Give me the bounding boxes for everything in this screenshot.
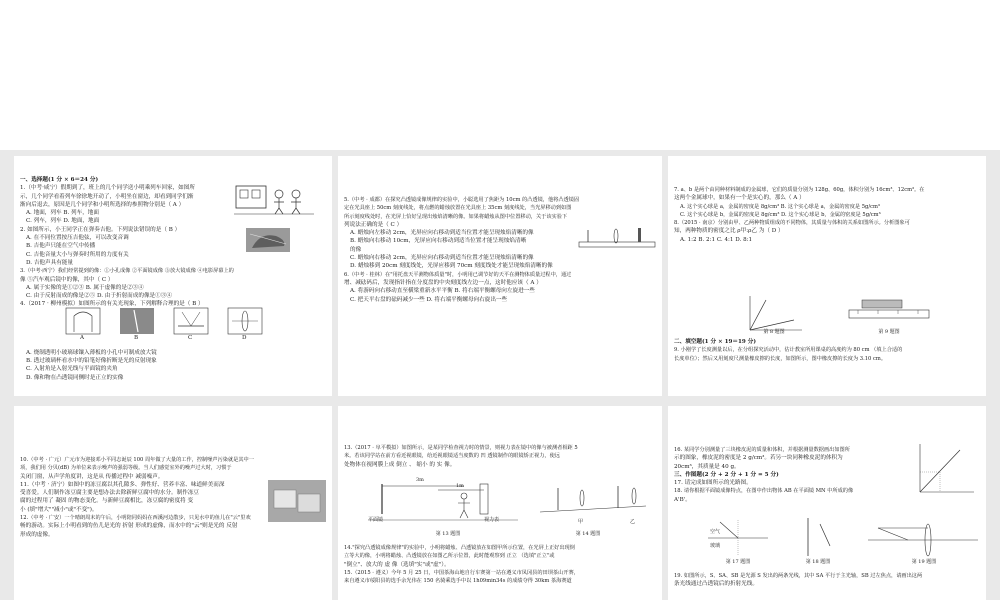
section-title: 三、作图题(2 分 + 2 分 + 1 分 = 5 分) (674, 471, 779, 478)
option-line: 的像 (350, 246, 362, 253)
question-line: 腐的过程用了 凝固 的物态变化。与新鲜豆腐相比，冻豆腐的密度将 变 (20, 498, 194, 505)
question-line: 来自遵义市绥阳县的选手余光伟在 150 名骑乘选手中以 1h09min34s 的成绩夺得 30km 茶海赛道 (344, 578, 572, 585)
option-line: C. 蜡烛向右移动 2cm，光屏应向右移动到适当位置才能呈现烛焰清晰的像 (350, 255, 534, 262)
chart-label: 视力表 (484, 517, 500, 523)
question-line: 14."探究凸透镜成像规律"的实验中，小明将蜡烛、凸透镜放在如图甲所示位置，在光屏上正好出现倒 (344, 545, 575, 551)
question-line: 7. a、b 是两个由同种材料制成的金属球，它们的质量分别为 128g、60g，体积分别为 16cm³、12cm³。在 (674, 187, 925, 193)
figure-caption: 第 19 题图 (911, 559, 937, 565)
question-line: 条光线通过凸透镜后的折射光线。 (674, 581, 758, 588)
convex-lens-figure (868, 518, 978, 558)
question-line: 4.（2017 · 柳州模拟）如图所示的有关光现象，下列解释合理的是（ B ） (20, 301, 204, 308)
question-line: 17. 请完成如图所示的光路图。 (674, 480, 752, 487)
question-line: 增、减砝码后，发现指针指在分度盘的中央刻度线左边一点，这时他应该（ A ） (344, 279, 542, 286)
top-blank-area (0, 0, 1000, 150)
option-line: C. 这个实心球是 b，金属的密度是 8g/cm³ D. 这个实心球是 b，金属的密度是 5g/cm³ (680, 211, 881, 218)
page-panel-3 (668, 156, 986, 396)
figure-label-b: B (134, 335, 139, 341)
question-line: 畅的游动。实际上小明看到的鱼儿是光的 折射 形成的虚像，而水中的"云"则是光的 反射 (20, 523, 238, 530)
figure-label-a: A (80, 335, 85, 341)
clay-density-graph (912, 442, 976, 498)
question-line: 1.（中考·咸宁）假期到了，班上的几个同学送小明乘列车回家，如图所 (20, 185, 195, 192)
page-panel-1 (14, 156, 332, 396)
figure-caption: 第 14 题图 (575, 531, 601, 537)
mirror-ab-figure (798, 516, 838, 558)
medium-label: 玻璃 (710, 543, 721, 549)
question-line: 知，两种物质的密度之比 ρ甲:ρ乙 为（ D ） (674, 228, 784, 235)
ruler-figure (848, 298, 930, 322)
figure-caption: 第 18 题图 (805, 559, 831, 565)
question-line: 示，几个同学看着列车徐徐地开动了，小明坐在窗边，却看到同学们渐 (20, 193, 194, 200)
question-line: 项，我们用 分贝(dB) 为单位来表示噪声的强弱等级。当人们感觉室外的噪声过大时，习惯于 (20, 465, 232, 472)
question-line: 米。若该同学站在前方看近视眼镜，给近视眼镜适当度数的 凹 透镜制作的眼镜矫正视力，使远 (344, 453, 560, 460)
figure-label-c: C (188, 335, 193, 341)
question-line: 定在光具座上 50cm 刻度线处，将点燃的蜡烛放置在光具座上 35cm 刻度线处，当光屏移动到如图 (344, 205, 572, 212)
page-panel-5 (338, 406, 662, 600)
question-line: 长度单位）；然后又用刻度尺测量橡皮擦的长度，如图所示，图中橡皮擦的长度为 3.10 cm。 (674, 355, 887, 362)
question-line: 20cm³，其质量是 40 g。 (674, 463, 740, 470)
distance-label: 3m (416, 477, 424, 483)
optics-figure-row (64, 306, 264, 341)
question-line: 12.（中考 · 广安）一个晴朗周末的午后，小明陪同妈妈在西溪河边散步，只见水中的鱼儿在"云"里欢 (20, 515, 251, 522)
option-line: A. 蜡烛向左移动 2cm，光屏应向右移动到适当位置才能呈现烛焰清晰的像 (350, 230, 534, 237)
page-panel-2 (338, 156, 662, 396)
question-line: 小 (填"增大""减小"或"不变")。 (20, 506, 98, 513)
question-line: 8.（2015 · 南京）分别由甲、乙两种物质组成的不同物体，其质量与体积的关系如图所示。分析图象可 (674, 220, 910, 227)
option-line: D. 像和物在凸透镜同侧时是正立的实像 (26, 374, 124, 381)
question-line: 16. 某同学分别测量了三块橡皮泥的质量和体积，并根据测量数据画出如图所 (674, 447, 850, 453)
question-line: 关闭门窗，从声学角度讲，这是从 传播过程中 减弱噪声。 (20, 473, 164, 480)
section-title: 一、选择题(1 分 × 6＝24 分) (20, 177, 99, 183)
refraction-figure (708, 518, 768, 558)
option-line: A. 这个实心球是 a，金属的密度是 8g/cm³ B. 这个实心球是 a，金属的密度是 5g/cm³ (680, 203, 881, 210)
optical-bench-figure (578, 224, 656, 250)
option-line: A. 属于实像的是①②③ B. 属于虚像的是②③④ (26, 284, 144, 291)
question-line: 处物体在视网膜上成 倒立 、 缩小 的 实 像。 (344, 461, 456, 468)
question-line: 5.（中考 · 成都）在探究凸透镜成像规律的实验中，小聪选用了焦距为 10cm 的凸透镜，他将凸透镜固 (344, 197, 580, 203)
question-line: 受喜爱。人们制作冻豆腐主要是想办法去除新鲜豆腐中的水分。制作冻豆 (20, 490, 200, 497)
option-line: A. 地面，列车 B. 列车，地面 (26, 210, 99, 217)
option-line: A. 将游码向右移动直至横梁重新水平平衡 B. 将右端平衡螺母向左旋进一些 (350, 288, 535, 295)
question-line: 13.（2017 · 阜平模拟）如图所示，是某同学检查视力时的情景，则视力表在镜中的像与被测者相距 5 (344, 445, 578, 451)
figure-caption: 第 17 题图 (725, 559, 751, 565)
option-line: D. 蜡烛移到 20cm 刻度线处，光屏应移到 70cm 刻度线处才能呈现烛焰清晰的像 (350, 263, 553, 270)
question-line: 6.（中考 · 桂林）在"用托盘天平测物体质量"时，小明用已调节好的天平在测物体质量过程中，通过 (344, 271, 572, 278)
sub-figure-label: 甲 (578, 519, 584, 525)
question-line: 18. 请你根据平面镜成像特点，在图中作出物体 AB 在平面镜 MN 中所成的像 (674, 488, 854, 495)
distance-label: 1m (456, 483, 464, 489)
lens-experiment-figure (538, 476, 648, 525)
question-line: 像 ⑤汽车观后镜中的像，其中（ C ） (20, 276, 114, 283)
question-line: 15.（2015 · 遵义）今年 5 月 25 日，中国茶海山地自行车赛第一站在遵义市凤冈县的田坝茶山开赛， (344, 569, 579, 576)
question-line: 这两个金属球中，如果有一个是实心的，那么（ A ） (674, 195, 805, 202)
question-line: 2. 如图所示，小王同学正在弹奏吉他。下列说法错误的是（ B ） (20, 226, 181, 233)
option-line: A. 在不同位置按压吉他弦，可以改变音调 (26, 235, 129, 242)
train-figure (234, 182, 314, 216)
guitar-photo (246, 228, 290, 252)
section-title: 二、填空题(1 分 × 19＝19 分) (674, 339, 756, 345)
option-line: A. 烧制透明小玻璃球镶入薄板的小孔中可制成放大镜 (26, 349, 157, 356)
option-line: B. 透过玻璃杯看水中的铅笔好像折断是光的反射现象 (26, 358, 157, 365)
medium-label: 空气 (710, 529, 721, 535)
question-line: 所示刻度线处时，在光屏上恰好呈现出烛焰清晰的像。如果将蜡烛从图中位置移动，关于该实验下 (344, 213, 568, 220)
question-line: 19. 如图所示，S、SA、SB 是光源 S 发出的两条光线，其中 SA 平行于主光轴，SB 过左焦点，请画出这两 (674, 573, 923, 579)
option-line: B. 吉他声只能在空气中传播 (26, 243, 96, 250)
question-line: 形成的虚像。 (20, 531, 54, 538)
option-line: B. 蜡烛向右移动 10cm，光屏应向右移动到适当位置才能呈现烛焰清晰 (350, 238, 527, 245)
figure-label-d: D (242, 335, 247, 341)
figure-caption: 第 13 题图 (435, 531, 461, 537)
option-line: C. 由于反射而成的像是②⑤ D. 由于折射而成的像是①③④ (26, 293, 172, 300)
question-line: "倒立"、放大的 虚 像（选填"实"或"虚"）。 (344, 561, 450, 568)
frozen-tofu-photo (268, 480, 326, 522)
question-line: 渐向后退去，原因是几个同学和小明所选择的参照物分别是（ A ） (20, 201, 185, 208)
question-line: 立等大的像，小明将蜡烛、凸透镜放在如图乙所示位置，此时能观察到 正立 （选填"正立"或 (344, 553, 555, 560)
page-panel-4 (14, 406, 332, 600)
option-line: C. 吉他音量大小与弹奏时所用的力度有关 (26, 251, 129, 258)
page-panel-6 (668, 406, 986, 600)
question-line: 11.（中考 · 济宁）如图中的冻豆腐以其孔隙多、弹性好、营养丰富、味道鲜美而深 (20, 481, 225, 488)
question-line: A'B'。 (674, 496, 691, 503)
option-line: C. 把天平右盘的砝码减少一些 D. 将右端平衡螺母向右旋出一些 (350, 296, 508, 303)
mirror-label: 平面镜 (368, 517, 384, 523)
question-line: 3.（中考·西宁）我们经常提到的像：①小孔成像 ②平面镜成像 ③放大镜成像 ④电影屏幕上的 (20, 268, 234, 275)
option-line: A. 1:2 B. 2:1 C. 4:1 D. 8:1 (680, 236, 753, 243)
question-line: 10.（中考 · 广元）广元市为迎接邓小平同志诞辰 100 周年做了大量的工作，控制噪声污染就是其中一 (20, 457, 254, 463)
question-line: 列说法正确的是（ C ） (344, 221, 403, 228)
figure-caption: 第 8 题图 (763, 329, 785, 335)
option-line: C. 入射角是入射光线与平面镜的夹角 (26, 366, 118, 373)
question-line: 9. 小刚学了长度测量以后，在分组探究活动中，估计教室所用课桌的高度约为 80 cm （填上合适的 (674, 347, 903, 354)
sub-figure-label: 乙 (630, 519, 636, 525)
option-line: C. 列车，列车 D. 地面，地面 (26, 218, 100, 225)
question-line: 示的图象，橡皮泥的密度是 2 g/cm³。若另一块同种橡皮泥的体积为 (674, 455, 843, 462)
figure-caption: 第 9 题图 (878, 329, 900, 335)
option-line: D. 吉他声具有能量 (26, 259, 73, 266)
eye-test-figure (368, 476, 518, 526)
